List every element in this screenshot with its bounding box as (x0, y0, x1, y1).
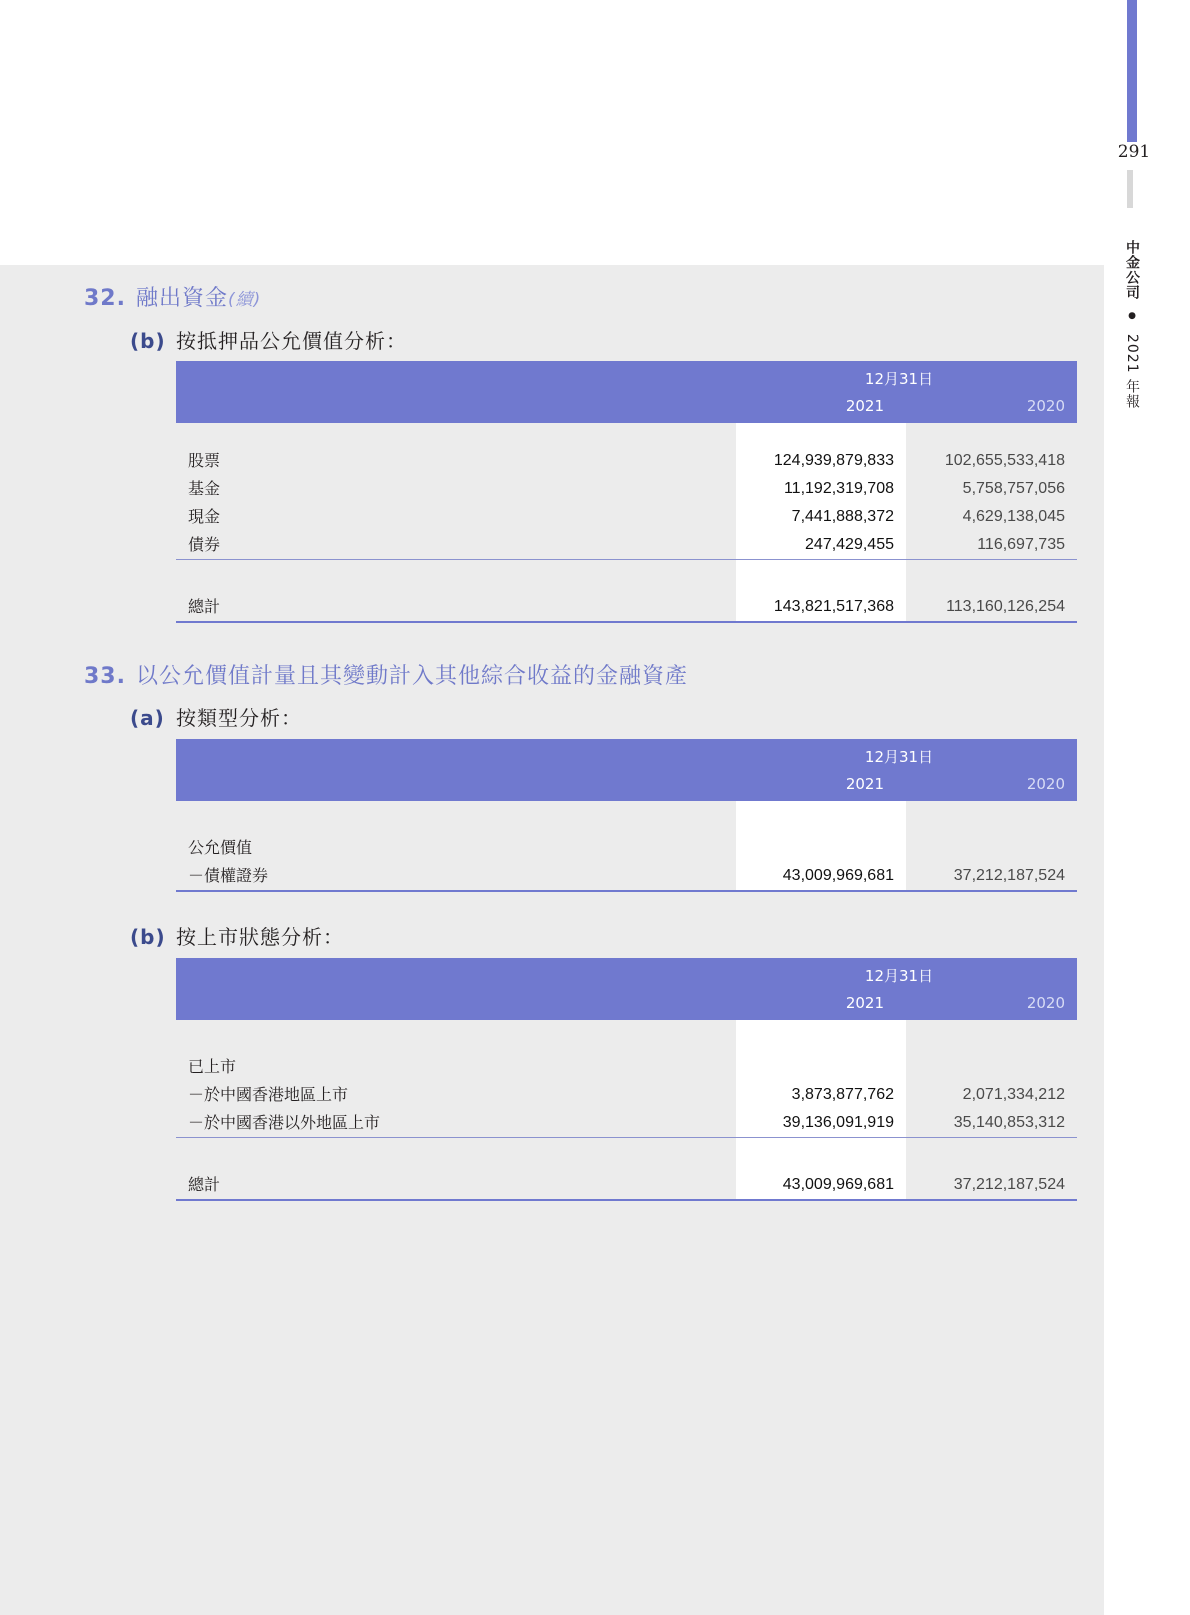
value-2020: 116,697,735 (977, 536, 1065, 553)
running-header (1122, 240, 1142, 409)
subsection-letter: (a) (130, 706, 165, 730)
value-2020: 113,160,126,254 (946, 598, 1065, 615)
section-33a-heading (130, 702, 302, 731)
group-label: 已上市 (188, 1057, 237, 1076)
table-header (176, 361, 1077, 423)
table-body (176, 1020, 1077, 1201)
table-row (176, 1081, 1077, 1109)
row-label: 總計 (188, 1175, 221, 1194)
header-year-2020: 2020 (1026, 397, 1065, 415)
value-2021: 43,009,969,681 (782, 1176, 894, 1193)
section-33b-heading (130, 921, 344, 950)
value-2020: 4,629,138,045 (962, 508, 1065, 525)
section-title: 以公允價值計量且其變動計入其他綜合收益的金融資產 (135, 664, 688, 689)
row-label: －於中國香港以外地區上市 (188, 1113, 381, 1132)
header-date: 12月31日 (864, 967, 934, 985)
subsection-letter: (b) (130, 329, 166, 353)
row-label: 基金 (188, 479, 221, 498)
table-row (176, 531, 1077, 559)
value-2021: 11,192,319,708 (783, 480, 894, 497)
value-2020: 102,655,533,418 (944, 452, 1065, 469)
value-2021: 39,136,091,919 (782, 1114, 894, 1131)
collateral-table (176, 361, 1077, 623)
table-row (176, 447, 1077, 475)
value-2021: 3,873,877,762 (791, 1086, 894, 1103)
subsection-title: 按上市狀態分析： (176, 925, 344, 949)
row-label: 現金 (188, 507, 221, 526)
header-year-2020: 2020 (1026, 775, 1065, 793)
table-body (176, 801, 1077, 892)
value-2020: 37,212,187,524 (953, 867, 1065, 884)
value-2020: 2,071,334,212 (962, 1086, 1065, 1103)
page-accent-bar (1127, 0, 1137, 142)
subsection-letter: (b) (130, 925, 166, 949)
table-header (176, 958, 1077, 1020)
section-title: 融出資金 (135, 286, 228, 311)
section-32-heading (84, 281, 261, 312)
row-label: 股票 (188, 451, 221, 470)
section-33-heading (84, 659, 688, 690)
company-name: 中金公司 (1124, 240, 1140, 300)
table-row (176, 862, 1077, 890)
row-label: －債權證券 (188, 866, 269, 885)
table-row (176, 503, 1077, 531)
header-year-2021: 2021 (845, 397, 884, 415)
row-label: 債券 (188, 535, 221, 554)
header-date: 12月31日 (864, 748, 934, 766)
total-rule (176, 1199, 1077, 1201)
total-rule (176, 621, 1077, 623)
value-2020: 35,140,853,312 (953, 1114, 1065, 1131)
subsection-title: 按類型分析： (176, 706, 302, 730)
table-body (176, 423, 1077, 623)
value-2021: 7,441,888,372 (791, 508, 894, 525)
value-2020: 5,758,757,056 (962, 480, 1065, 497)
listing-status-table (176, 958, 1077, 1201)
page-number: 291 (1117, 142, 1151, 162)
subsection-title: 按抵押品公允價值分析： (176, 329, 407, 353)
type-analysis-table (176, 739, 1077, 892)
table-row (176, 475, 1077, 503)
separator-dot: ● (1127, 311, 1137, 323)
page-accent-bar-gray (1127, 170, 1133, 208)
row-label: －於中國香港地區上市 (188, 1085, 349, 1104)
value-2021: 124,939,879,833 (773, 452, 894, 469)
group-label-row (176, 1053, 1077, 1081)
value-2020: 37,212,187,524 (953, 1176, 1065, 1193)
value-2021: 43,009,969,681 (782, 867, 894, 884)
table-row (176, 1109, 1077, 1137)
header-date: 12月31日 (864, 370, 934, 388)
continued-note: (續) (228, 290, 262, 310)
group-label-row (176, 834, 1077, 862)
total-row (176, 1171, 1077, 1199)
header-year-2021: 2021 (845, 994, 884, 1012)
total-rule (176, 890, 1077, 892)
section-32b-heading (130, 325, 407, 354)
report-year: 2021 年報 (1124, 333, 1140, 409)
group-label: 公允價值 (188, 838, 253, 857)
table-header (176, 739, 1077, 801)
section-number: 33. (84, 664, 126, 689)
row-label: 總計 (188, 597, 221, 616)
value-2021: 143,821,517,368 (773, 598, 894, 615)
total-row (176, 593, 1077, 621)
header-year-2021: 2021 (845, 775, 884, 793)
section-number: 32. (84, 286, 126, 311)
header-year-2020: 2020 (1026, 994, 1065, 1012)
value-2021: 247,429,455 (805, 536, 894, 553)
